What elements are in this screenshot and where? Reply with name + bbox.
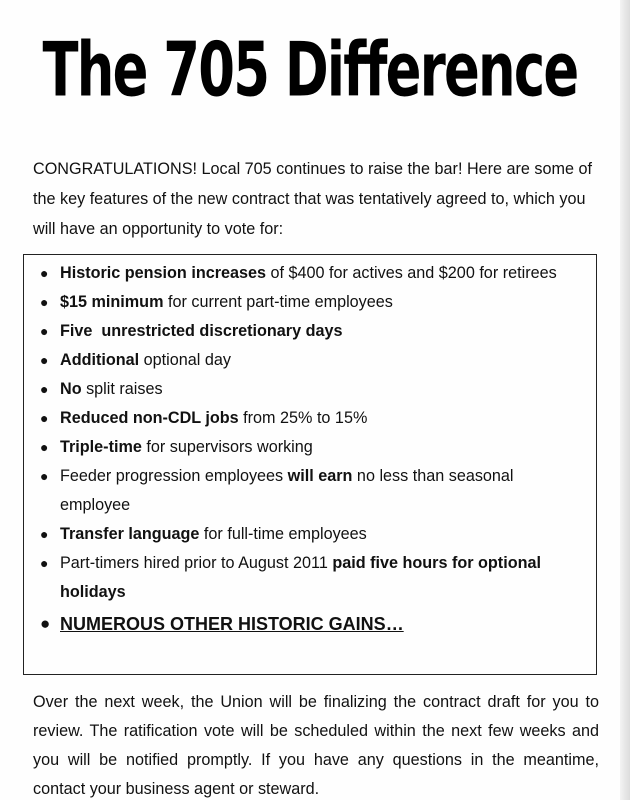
feature-item: ● $15 minimum for current part-time employees [38, 288, 588, 317]
feature-item: ● Feeder progression employees will earn no less than seasonal employee [38, 462, 588, 520]
feature-item: ● Five unrestricted discretionary days [38, 317, 588, 346]
features-box [23, 254, 597, 675]
bullet-icon: ● [40, 614, 51, 633]
bullet-icon: ● [40, 468, 49, 484]
bullet-icon: ● [40, 294, 49, 310]
page-edge-shadow [620, 0, 630, 800]
bullet-icon: ● [40, 265, 49, 281]
bullet-icon: ● [40, 410, 49, 426]
bullet-icon: ● [40, 526, 49, 542]
closing-paragraph: Over the next week, the Union will be finalizing the contract draft for you to review. The ratification vote will be scheduled within the next few weeks and you will be notified promptly. If you have any questions in the meantime, contact your business agent or steward. [33, 693, 599, 798]
feature-item: ● Additional optional day [38, 346, 588, 375]
bullet-icon: ● [40, 555, 49, 571]
features-list [38, 259, 588, 641]
feature-item: ● Triple-time for supervisors working [38, 433, 588, 462]
feature-item: ● No split raises [38, 375, 588, 404]
bullet-icon: ● [40, 352, 49, 368]
bullet-icon: ● [40, 381, 49, 397]
feature-item: ● Transfer language for full-time employees [38, 520, 588, 549]
feature-item: ● Historic pension increases of $400 for actives and $200 for retirees [38, 259, 588, 288]
flyer-title: The 705 Difference [42, 26, 578, 114]
feature-item-final: ● NUMEROUS OTHER HISTORIC GAINS… [38, 607, 588, 641]
bullet-icon: ● [40, 323, 49, 339]
feature-item: ● Reduced non-CDL jobs from 25% to 15% [38, 404, 588, 433]
feature-item: ● Part-timers hired prior to August 2011 paid five hours for optional holidays [38, 549, 588, 607]
intro-paragraph: CONGRATULATIONS! Local 705 continues to raise the bar! Here are some of the key features of the new contract that was tentatively agreed to, which you will have an opportunity to vote for: [33, 160, 593, 238]
bullet-icon: ● [40, 439, 49, 455]
